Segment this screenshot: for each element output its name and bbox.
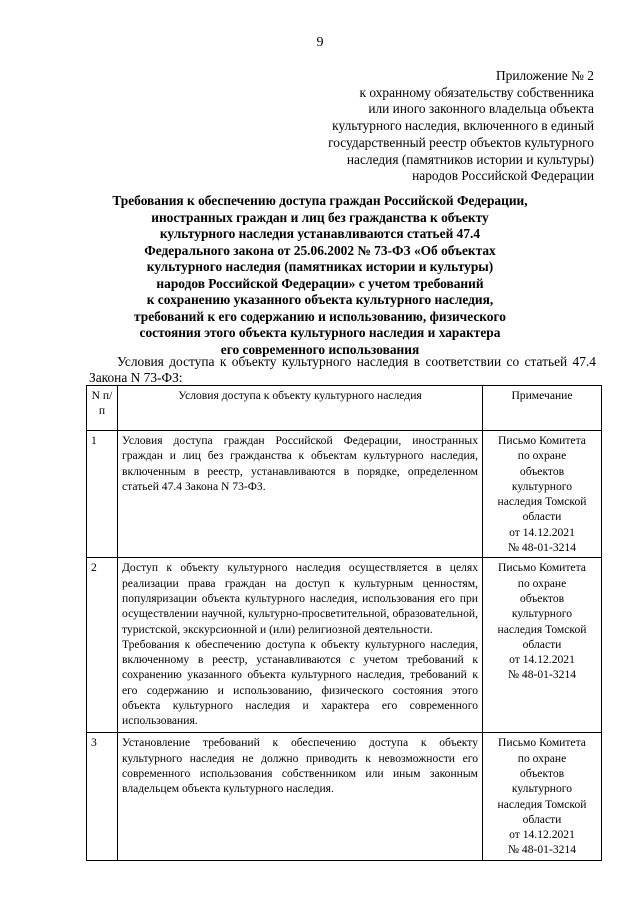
header-conditions: Условия доступа к объекту культурного наследия [118, 386, 483, 431]
header-num: N п/п [87, 386, 118, 431]
note-line: по охране [517, 576, 567, 590]
note-line: № 48-01-3214 [507, 541, 577, 555]
appendix-line: народов Российской Федерации [412, 168, 594, 184]
note-line: области [522, 510, 562, 524]
intro-paragraph: Условия доступа к объекту культурного наследия в соответствии со статьей 47.4 Закона N 73-ФЗ: [89, 354, 596, 385]
row-num: 1 [87, 431, 118, 558]
note-line: Письмо Комитета [498, 434, 586, 447]
note-line: наследия Томской [497, 797, 587, 811]
title-line: народов Российской Федерации» с учетом требований [156, 275, 484, 291]
note-line: культурного [511, 782, 573, 796]
appendix-line: наследия (памятников истории и культуры) [346, 151, 594, 167]
table-row [87, 431, 602, 558]
note-line: от 14.12.2021 [509, 653, 575, 667]
note-line: объектов [519, 766, 565, 780]
table-row [87, 558, 602, 733]
note-line: области [522, 812, 562, 826]
note-line: наследия Томской [497, 622, 587, 636]
title-line: его современного использования [220, 341, 420, 357]
row-num: 2 [87, 558, 118, 733]
access-conditions-table [86, 385, 602, 861]
condition-text: Установление требований к обеспечению доступа к объекту культурного наследия не должно приводить к невозможности его современного использования собственником или иным законным владельцем объекта культурного наследия. [122, 736, 478, 796]
appendix-line: или иного законного владельца объекта [368, 101, 594, 117]
table-header-row [87, 386, 602, 431]
note-line: объектов [519, 464, 565, 478]
note-line: культурного [511, 607, 573, 621]
note-line: по охране [517, 449, 567, 463]
row-note [483, 558, 602, 733]
appendix-line: к охранному обязательству собственника [359, 84, 594, 100]
note-line: № 48-01-3214 [507, 843, 577, 857]
condition-text: Доступ к объекту культурного наследия осуществляется в целях реализации права граждан на доступ к культурным ценностям, популяризации объекта культурного наследия, использования его при осуществлении научной, культурно-просветительной, образовательной, туристской, экскурсионной и (или) религиозной деятельности. [122, 561, 478, 636]
title-line: иностранных граждан и лиц без гражданства к объекту [151, 209, 489, 225]
row-conditions [118, 431, 483, 558]
note-line: Письмо Комитета [498, 736, 586, 750]
note-line: от 14.12.2021 [509, 828, 575, 842]
condition-text: Условия доступа граждан Российской Федерации, иностранных граждан и лиц без гражданства к объектам культурного наследия, включенным в реестр, устанавливаются в порядке, определенном статьей 47.4 Закона N 73-ФЗ. [122, 434, 478, 493]
table-row [87, 733, 602, 860]
appendix-header [264, 68, 594, 185]
note-line: культурного [511, 479, 573, 493]
title-line: Федерального закона от 25.06.2002 № 73-ФЗ «Об объектах [144, 242, 496, 258]
appendix-line: культурного наследия, включенного в единый [332, 118, 594, 134]
title-line: требований к его содержанию и использованию, физического [134, 308, 506, 324]
note-line: Письмо Комитета [498, 561, 586, 575]
title-line: состояния этого объекта культурного наследия и характера [139, 325, 501, 340]
document-title [92, 193, 548, 358]
note-line: № 48-01-3214 [507, 668, 577, 682]
row-note [483, 733, 602, 860]
condition-text: Требования к обеспечению доступа к объекту культурного наследия, включенному в реестр, устанавливаются с учетом требований к сохранению указанного объекта культурного наследия, требований к его содержанию и использованию, физического состояния этого объекта культурного наследия и характера его современного использования. [122, 637, 478, 728]
note-line: от 14.12.2021 [509, 525, 575, 539]
row-conditions [118, 558, 483, 733]
appendix-line: Приложение № 2 [495, 68, 594, 83]
note-line: объектов [519, 591, 565, 605]
title-line: культурного наследия устанавливаются статьей 47.4 [159, 226, 481, 241]
row-note [483, 431, 602, 558]
title-line: к сохранению указанного объекта культурного наследия, [146, 292, 494, 307]
title-line: культурного наследия (памятниках истории и культуры) [146, 259, 494, 274]
row-conditions [118, 733, 483, 860]
note-line: области [522, 637, 562, 651]
header-note: Примечание [483, 386, 602, 431]
note-line: по охране [517, 751, 567, 765]
appendix-line: государственный реестр объектов культурного [328, 134, 594, 150]
page-number: 9 [316, 35, 324, 50]
note-line: наследия Томской [497, 495, 587, 509]
row-num: 3 [87, 733, 118, 860]
title-line: Требования к обеспечению доступа граждан Российской Федерации, [112, 193, 528, 208]
